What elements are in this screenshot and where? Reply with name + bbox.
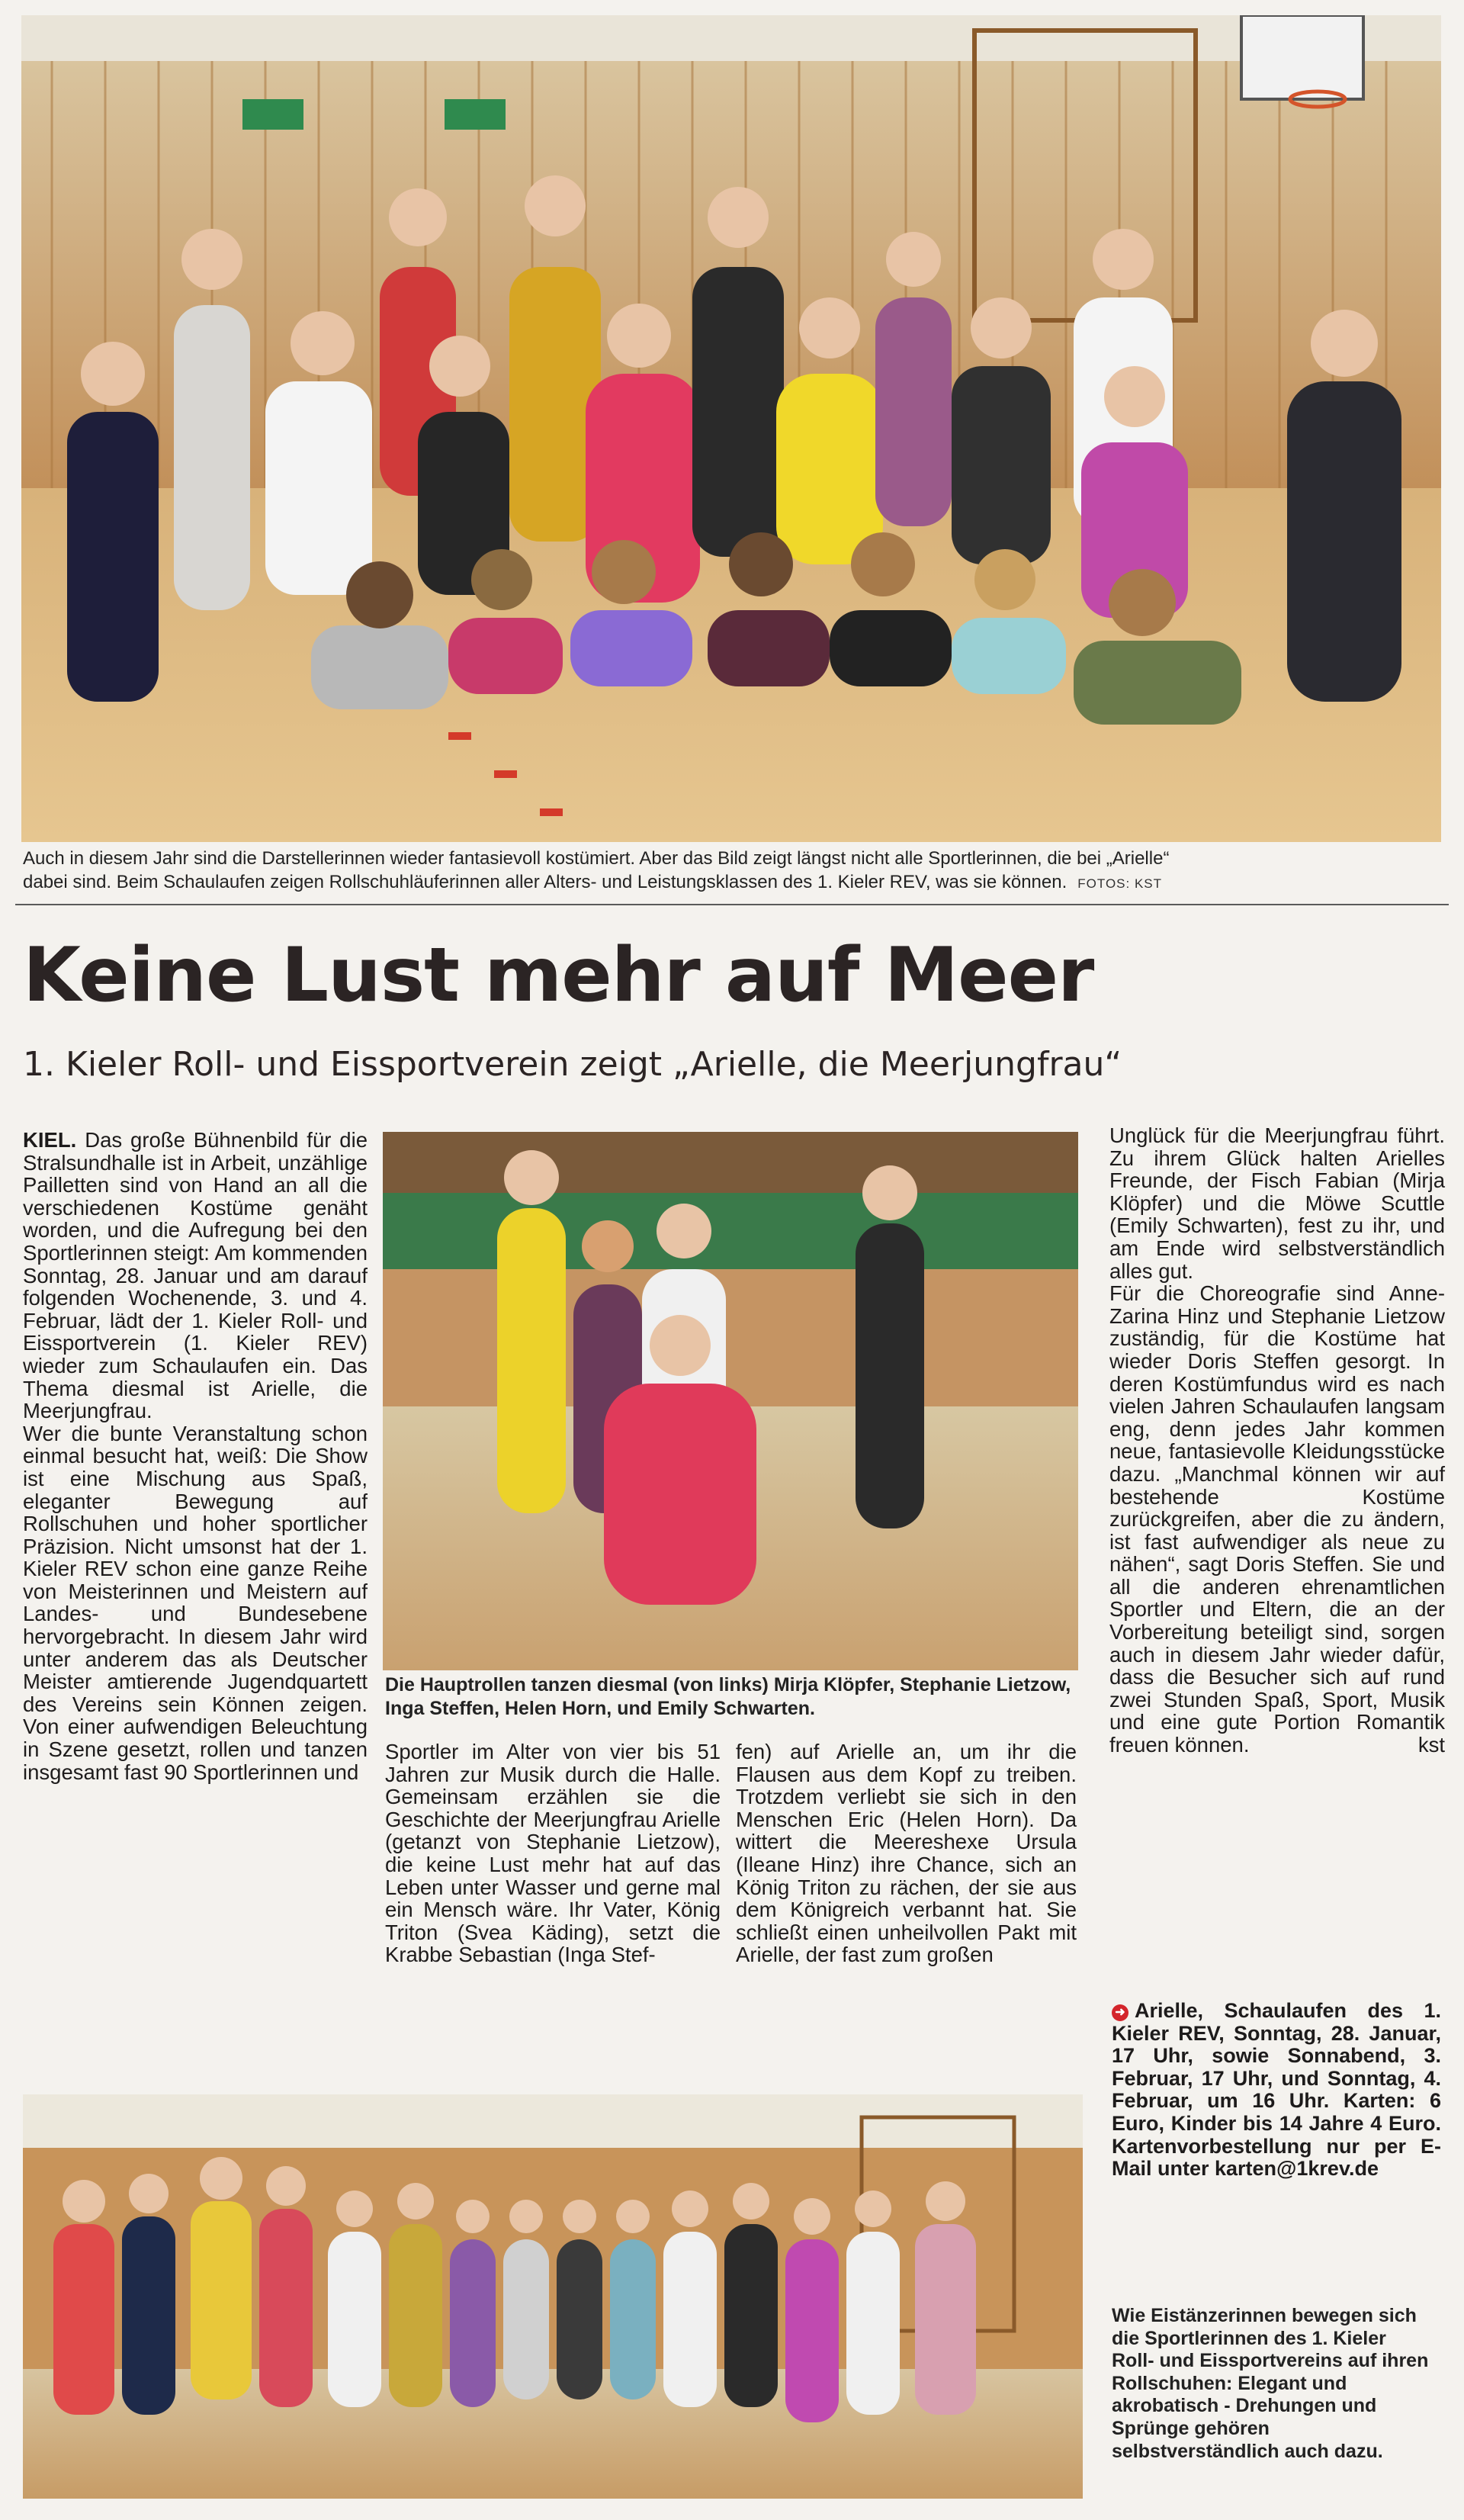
subhead: 1. Kieler Roll- und Eissportverein zeigt „Arielle, die Meerjungfrau“ [23, 1045, 1122, 1084]
article-paragraph-1: Das große Bühnenbild für die Stralsundhalle ist in Arbeit, unzählige Pailletten sind von Hand an all die verschiedenen Kostüme genäht worden, und die Aufregung bei den Sportlerinnen steigt: Am kommenden Sonntag, 28. Januar und am darauf folgenden Wochenende, 3. und 4. Februar, lädt der 1. Kieler Roll- und Eissportverein (1. Kieler REV) wieder zum Schaulaufen ein. Das Thema diesmal ist Arielle, die Meerjungfrau. [23, 1128, 368, 1423]
bottom-photo-caption: Wie Eistänzerinnen bewegen sich die Sportlerinnen des 1. Kieler Roll- und Eissportvereins auf ihren Rollschuhen: Elegant und akrobatisch - Drehungen und Sprünge gehören selbstverständlich auch dazu. [1112, 2305, 1429, 2462]
article-column-4 [1109, 1124, 1445, 1757]
jumping-skaters-photo [23, 2094, 1083, 2499]
article-paragraph-2: Wer die bunte Veranstaltung schon einmal besucht hat, weiß: Die Show ist eine Mischung aus Spaß, eleganter Bewegung auf Rollschuhen und hoher sportlicher Präzision. Nicht umsonst hat der 1. Kieler REV schon eine ganze Reihe von Meisterinnen und Meistern auf Landes- und Bundesebene hervorgebracht. In diesem Jahr wird unter anderem das als Deutscher Meister amtierende Jugendquartett des Vereins sein Können zeigen. Von einer aufwendigen Beleuchtung in Szene gesetzt, rollen und tanzen insgesamt fast 90 Sportlerinnen und [23, 1421, 368, 1784]
article-column-2 [385, 1741, 721, 1966]
article-column-2-text: Sportler im Alter von vier bis 51 Jahren zur Musik durch die Halle. Gemeinsam erzählen sie die Geschichte der Meerjungfrau Arielle (getanzt von Stephanie Lietzow), die keine Lust mehr hat auf das Leben unter Wasser und gerne mal ein Mensch wäre. Ihr Vater, König Triton (Svea Käding), setzt die Krabbe Sebastian (Inga Stef- [385, 1740, 721, 1967]
article-paragraph-4b: Für die Choreografie sind Anne-Zarina Hinz und Stephanie Lietzow zuständig, für die Kostüme hat wieder Doris Steffen gesorgt. In deren Kostümfundus wird es nach vielen Jahren Schaulaufen langsam eng, denn jedes Jahr kommen neue, fantasievolle Kleidungsstücke dazu. „Manchmal können wir auf bestehende Kostüme zurückgreifen, aber die zu ändern, ist fast aufwendiger als neue zu nähen“, sagt Doris Steffen. Sie und all die anderen ehrenamtlichen Sportler und Eltern, die an der Vorbereitung beteiligt sind, sorgen auch in diesem Jahr wieder dafür, dass die Besucher sich auf rund zwei Stunden Spaß, Sport, Musik und eine gute Portion Romantik freuen können. [1109, 1281, 1445, 1757]
event-info-text: Arielle, Schaulaufen des 1. Kieler REV, Sonntag, 28. Januar, 17 Uhr, sowie Sonnabend, 3. Februar, 17 Uhr, und Sonntag, 4. Februar, um 16 Uhr. Karten: 6 Euro, Kinder bis 14 Jahre 4 Euro. Kartenvorbestellung nur per E-Mail unter karten@1krev.de [1112, 1999, 1441, 2181]
photo-credit: FOTOS: KST [1077, 876, 1163, 891]
article-column-3 [736, 1741, 1077, 1966]
top-team-photo [21, 15, 1441, 842]
separator-rule [15, 904, 1449, 905]
author-initials: kst [1417, 1733, 1445, 1757]
top-photo-caption-line2: dabei sind. Beim Schaulaufen zeigen Rollschuhläuferinnen aller Alters- und Leistungsklassen des 1. Kieler REV, was sie können. [23, 872, 1068, 892]
dateline: KIEL. [23, 1128, 77, 1152]
main-roles-photo [383, 1132, 1078, 1670]
article-column-1 [23, 1129, 368, 1783]
top-photo-caption [23, 847, 1441, 895]
middle-photo-caption: Die Hauptrollen tanzen diesmal (von links) Mirja Klöpfer, Stephanie Lietzow, Inga Steffen, Helen Horn, und Emily Schwarten. [385, 1674, 1071, 1719]
event-info-box [1112, 2000, 1441, 2181]
article-paragraph-4a: Unglück für die Meerjungfrau führt. Zu ihrem Glück halten Arielles Freunde, der Fisch Fabian (Mirja Klöpfer) und die Möwe Scuttle (Emily Schwarten), fest zu ihr, und am Ende wird selbstverständlich alles gut. [1109, 1123, 1445, 1283]
top-photo-caption-line1: Auch in diesem Jahr sind die Darstellerinnen wieder fantasievoll kostümiert. Aber das Bild zeigt längst nicht alle Sportlerinnen, die bei „Arielle“ [23, 848, 1170, 869]
arrow-right-icon: ➜ [1112, 2004, 1128, 2021]
headline: Keine Lust mehr auf Meer [23, 932, 1094, 1019]
article-column-3-text: fen) auf Arielle an, um ihr die Flausen aus dem Kopf zu treiben. Trotzdem verliebt sie sich in den Menschen Eric (Helen Horn). Da wittert die Meereshexe Ursula (Ileane Hinz) ihre Chance, sich an König Triton zu rächen, der sie aus dem Königreich verbannt hat. Sie schließt einen unheilvollen Pakt mit Arielle, der fast zum großen [736, 1740, 1077, 1967]
